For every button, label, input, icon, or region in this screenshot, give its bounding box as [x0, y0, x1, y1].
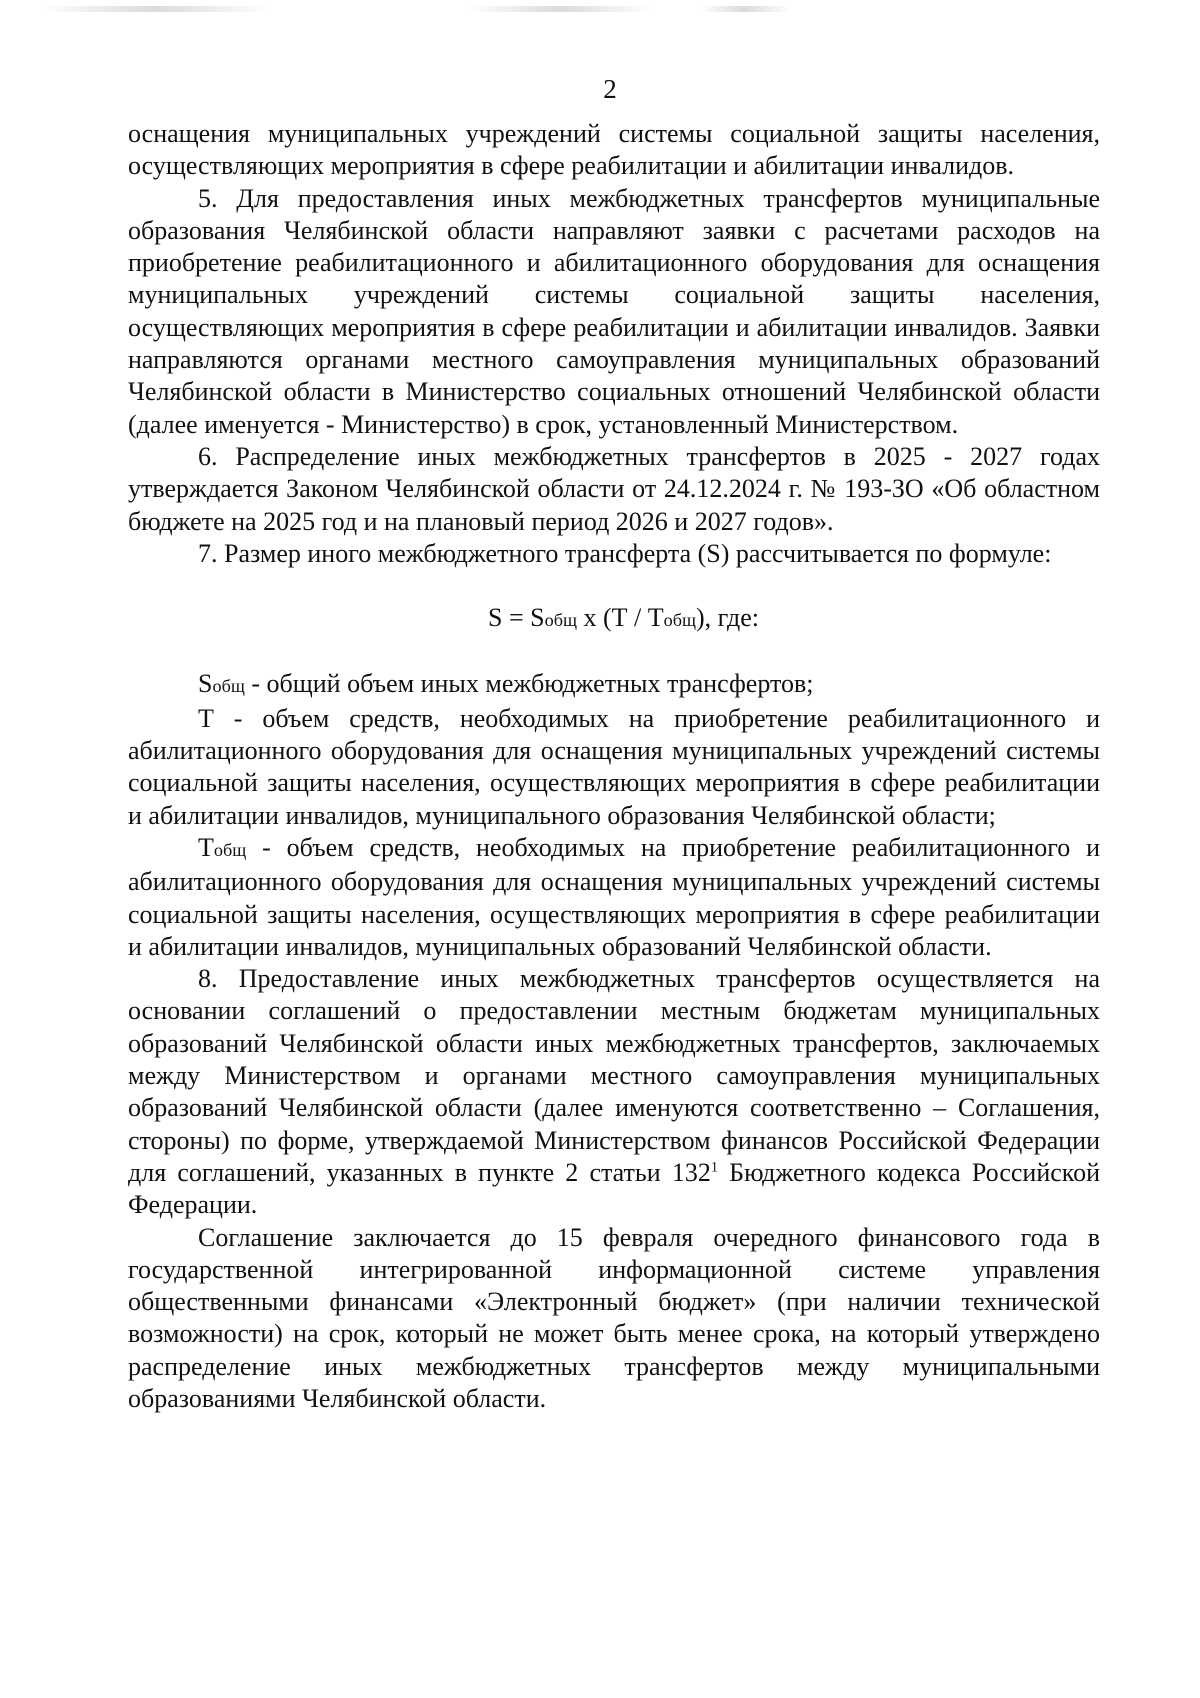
scan-artifact — [700, 6, 790, 12]
definition-symbol: Т — [198, 832, 214, 862]
formula — [128, 602, 1100, 636]
paragraph-item-6: 6. Распределение иных межбюджетных трансфертов в 2025 - 2027 годах утверждается Законом Челябинской области от 24.12.2024 г. № 193-ЗО «Об областном бюджете на 2025 год и на плановый период 2026 и 2027 годов». — [128, 441, 1100, 536]
scan-artifact — [470, 6, 650, 12]
scan-artifact — [40, 6, 270, 12]
definition-t-total — [128, 832, 1100, 963]
definition-s-total — [128, 668, 1100, 702]
definition-text: - общий объем иных межбюджетных трансфертов; — [244, 669, 814, 699]
superscript: 1 — [710, 1159, 718, 1176]
paragraph-agreement: Соглашение заключается до 15 февраля очередного финансового года в государственной интегрированной информационной системе управления общественными финансами «Электронный бюджет» (при наличии технической возможности) на срок, который не может быть менее срока, на который утверждено распределение иных межбюджетных трансфертов между муниципальными образованиями Челябинской области. — [128, 1222, 1100, 1413]
paragraph-item-7: 7. Размер иного межбюджетного трансферта (S) рассчитывается по формуле: — [198, 538, 1052, 568]
formula-tail: ), где: — [695, 603, 759, 633]
paragraph-item-5: 5. Для предоставления иных межбюджетных трансфертов муниципальные образования Челябинской области направляют заявки с расчетами расходов на приобретение реабилитационного и абилитационного оборудования для оснащения муниципальных учреждений системы социальной защиты населения, осуществляющих мероприятия в сфере реабилитации и абилитации инвалидов. Заявки направляются органами местного самоуправления муниципальных образований Челябинской области в Министерство социальных отношений Челябинской области (далее именуется - Министерство) в срок, установленный Министерством. — [128, 183, 1100, 439]
definition-t: Т - объем средств, необходимых на приобретение реабилитационного и абилитационного оборудования для оснащения муниципальных учреждений системы социальной защиты населения, осуществляющих мероприятия в сфере реабилитации и абилитации инвалидов, муниципального образования Челябинской области; — [128, 703, 1100, 830]
formula-lhs: S = S — [488, 603, 545, 633]
paragraph-continuation: оснащения муниципальных учреждений системы социальной защиты населения, осуществляющих мероприятия в сфере реабилитации и абилитации инвалидов. — [128, 119, 1100, 181]
paragraph-item-8 — [128, 963, 1100, 1221]
formula-subscript: общ — [663, 610, 696, 631]
page-number: 2 — [603, 74, 617, 104]
document-body — [128, 118, 1100, 1415]
formula-middle: x (Т / Т — [576, 603, 664, 633]
definition-symbol: S — [198, 669, 213, 699]
definition-subscript: общ — [212, 676, 245, 697]
definition-subscript: общ — [213, 839, 247, 860]
definition-text: - объем средств, необходимых на приобретение реабилитационного и абилитационного оборудования для оснащения муниципальных учреждений системы социальной защиты населения, осуществляющих мероприятия в сфере реабилитации и абилитации инвалидов, муниципальных образований Челябинской области. — [128, 832, 1100, 961]
paragraph-text: 8. Предоставление иных межбюджетных трансфертов осуществляется на основании соглашений о предоставлении местным бюджетам муниципальных образований Челябинской области иных межбюджетных трансфертов, заключаемых между Министерством и органами местного самоуправления муниципальных образований Челябинской области (далее именуются соответственно – Соглашения, стороны) по форме, утверждаемой Министерством финансов Российской Федерации для соглашений, указанных в пункте 2 статьи 132 — [128, 964, 1100, 1187]
paragraph-text: Бюджетного кодекса Российской Федерации. — [128, 1157, 1101, 1220]
formula-subscript: общ — [544, 610, 577, 631]
